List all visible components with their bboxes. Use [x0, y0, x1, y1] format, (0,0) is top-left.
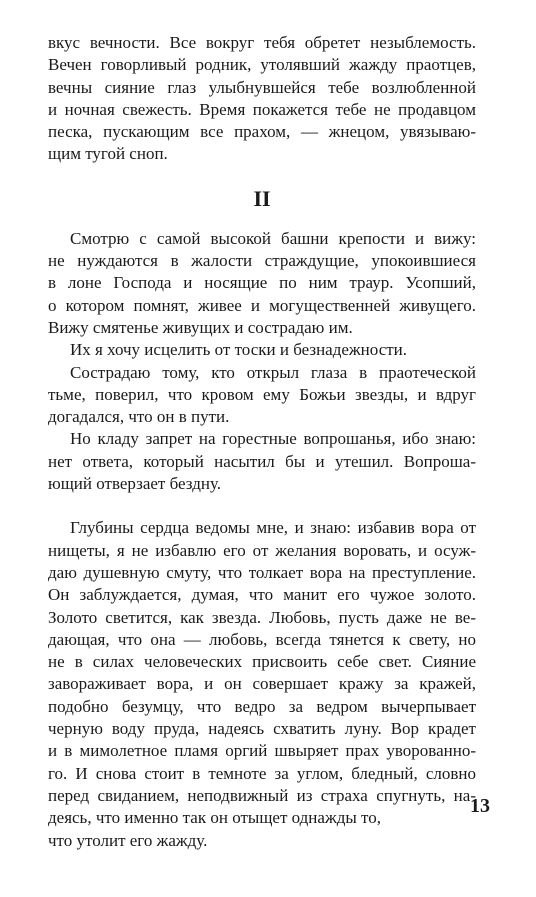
- paragraph-questions: [48, 428, 476, 495]
- paragraph-heal: [48, 339, 476, 361]
- text-line: в лоне Господа и носящие по ним траур. Усопший,: [48, 273, 476, 293]
- text-line: нет ответа, который насытил бы и утешил. Вопроша-: [48, 451, 476, 471]
- text-line: и в мимолетное пламя оргий швыряет прах уворованно-: [48, 741, 476, 761]
- text-line: завораживает вора, и он совершает кражу за кражей,: [48, 674, 476, 694]
- text-line: нищеты, я не избавлю его от желания воровать, и осуж-: [48, 540, 476, 560]
- text-line: не нуждаются в жалости страждущие, упокоившиеся: [48, 251, 476, 271]
- text-line: что утолит его жажду.: [48, 830, 208, 850]
- text-line: подобно безумцу, что ведро за ведром вычерпывает: [48, 696, 476, 716]
- text-line: даю душевную смуту, что толкает вора на преступление.: [48, 562, 476, 582]
- text-line: черную воду пруда, надеясь схватить луну. Вор крадет: [48, 719, 476, 739]
- text-line: о котором помнят, живее и могущественней живущего.: [48, 295, 476, 315]
- book-page: [48, 32, 476, 852]
- text-line: го. И снова стоит в темноте за углом, бледный, словно: [48, 763, 476, 783]
- text-line: Глубины сердца ведомы мне, и знаю: избавив вора от: [70, 518, 476, 538]
- text-line: перед свиданием, неподвижный из страха спугнуть, на-: [48, 785, 476, 805]
- paragraph-tower: [48, 228, 476, 339]
- text-line: ющий отверзает бездну.: [48, 474, 221, 494]
- text-line: Смотрю с самой высокой башни крепости и вижу:: [70, 228, 476, 248]
- text-line: Золото светится, как звезда. Любовь, пусть даже не ве-: [48, 607, 476, 627]
- text-line: тьме, поверил, что кровом ему Божьи звезды, и вдруг: [48, 384, 476, 404]
- chapter-heading: II: [253, 185, 271, 211]
- text-line: Сострадаю тому, кто открыл глаза в праотеческой: [70, 362, 476, 382]
- text-line: вечны сияние глаз улыбнувшейся тебе возлюбленной: [48, 77, 476, 97]
- text-line: деясь, что именно так он отыщет однажды то,: [48, 808, 381, 828]
- text-line: Но кладу запрет на горестные вопрошанья, ибо знаю:: [70, 429, 476, 449]
- text-line: щим тугой сноп.: [48, 144, 168, 164]
- section-gap: [48, 495, 476, 517]
- text-line: догадался, что он в пути.: [48, 407, 230, 427]
- text-line: Вижу смятенье живущих и сострадаю им.: [48, 317, 353, 337]
- paragraph-thief: [48, 517, 476, 851]
- text-line: не в силах человеческих присвоить себе свет. Сияние: [48, 652, 476, 672]
- page-number: 13: [470, 795, 490, 817]
- paragraph-continued: [48, 32, 476, 166]
- text-line: и ночная свежесть. Время покажется тебе не продавцом: [48, 99, 476, 119]
- text-line: дающая, что она — любовь, всегда тянется к свету, но: [48, 629, 476, 649]
- text-line: песка, пускающим все прахом, — жнецом, увязываю-: [48, 122, 476, 142]
- text-line: Их я хочу исцелить от тоски и безнадежности.: [70, 340, 408, 360]
- text-line: вкус вечности. Все вокруг тебя обретет незыблемость.: [48, 33, 476, 52]
- text-line: Он заблуждается, думая, что манит его чужое золото.: [48, 585, 476, 605]
- paragraph-compassion: [48, 362, 476, 429]
- text-line: Вечен говорливый родник, утолявший жажду праотцев,: [48, 55, 476, 75]
